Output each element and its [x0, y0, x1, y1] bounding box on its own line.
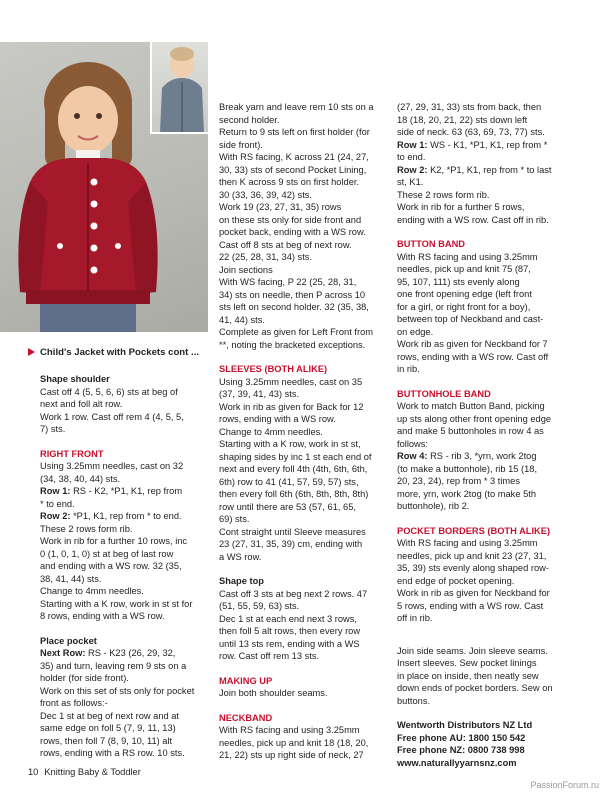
triangle-bullet-icon	[28, 348, 35, 356]
distributor-info	[397, 719, 587, 769]
heading-neckband: NECKBAND	[219, 712, 273, 723]
heading-place-pocket: Place pocket	[40, 635, 97, 646]
shape-shoulder-text: Cast off 4 (5, 5, 6, 6) sts at beg of next and foll alt row. Work 1 row. Cast off rem 4 (4, 5, 5, 7) sts.	[40, 386, 184, 434]
heading-pocket-borders: POCKET BORDERS (BOTH ALIKE)	[397, 525, 551, 536]
heading-making-up: MAKING UP	[219, 675, 273, 686]
phone-au: Free phone AU: 1800 150 542	[397, 732, 526, 743]
right-front-text: Using 3.25mm needles, cast on 32 (34, 38, 40, 44) sts. Row 1: RS - K2, *P1, K1, rep from * to end. Row 2: *P1, K1, rep from * to end. These 2 rows form rib. Work in rib for a further 10 rows, inc 0 (1, 0, 1, 0) st at beg of last row and ending with a WS row. 32 (35, 38, 41, 44) sts. Change to 4mm needles. Starting with a K row, work in st st for 8 rows, ending with a WS row.	[40, 461, 193, 621]
neckband-continued-text: (27, 29, 31, 33) sts from back, then 18 (18, 20, 21, 22) sts down left side of neck. 63 (63, 69, 73, 77) sts. Row 1: WS - K1, *P1, K1, rep from * to end. Row 2: K2, *P1, K1, rep from * to last st, K1. These 2 rows form rib. Work in rib for a further 5 rows, ending with a WS row. Cast off in rib.	[397, 102, 552, 225]
pattern-title-text: Child's Jacket with Pockets cont ...	[40, 347, 200, 358]
cover-photo	[0, 42, 208, 332]
page-footer	[28, 767, 141, 777]
heading-buttonhole-band: BUTTONHOLE BAND	[397, 388, 491, 399]
pocket-borders-text: With RS facing and using 3.25mm needles, pick up and knit 23 (27, 31, 35, 39) sts evenly along shaped row- end edge of pocket opening. Work in rib as given for Neckband for 5 rows, ending with a WS row. Cast off in rib.	[397, 538, 550, 623]
column-2	[219, 101, 394, 762]
neckband-text: With RS facing and using 3.25mm needles, pick up and knit 18 (18, 20, 21, 22) sts up right side of neck, 27	[219, 725, 369, 760]
heading-button-band: BUTTON BAND	[397, 239, 466, 249]
place-pocket-block: Place pocket Next Row: RS - K23 (26, 29, 32, 35) and turn, leaving rem 9 sts on a holder (for side front). Work on this set of sts only for pocket front as follows:- Dec 1 st at beg of next row and at same edge on foll 5 (7, 9, 11, 13) rows, then foll 7 (8, 9, 10, 11) alt rows, ending with a RS row. 10 sts.	[40, 635, 212, 760]
pattern-section-title	[28, 347, 199, 358]
publication-name: Knitting Baby & Toddler	[44, 767, 141, 777]
boy-in-grey-cardigan-image	[152, 42, 208, 132]
distributor-name: Wentworth Distributors NZ Ltd	[397, 720, 533, 730]
making-up-text: Join both shoulder seams.	[219, 688, 328, 698]
column-1	[40, 373, 212, 760]
buttonhole-band-text: Work to match Button Band, picking up sts along other front opening edge and make 5 buttonholes in row 4 as follows: Row 4: RS - rib 3, *yrn, work 2tog (to make a buttonhole), rib 15 (18, 20, 23, 24), rep from * 3 times more, yrn, work 2tog (to make 5th buttonhole), rib 2.	[397, 401, 552, 511]
heading-sleeves: SLEEVES (BOTH ALIKE)	[219, 364, 328, 374]
page-number: 10	[28, 767, 39, 777]
heading-right-front: RIGHT FRONT	[40, 448, 104, 459]
shape-top-text: Cast off 3 sts at beg next 2 rows. 47 (51, 55, 59, 63) sts. Dec 1 st at each end next 3 rows, then foll 5 alt rows, then every row until 13 sts rem, ending with a WS row. Cast off rem 13 sts.	[219, 588, 368, 661]
watermark: PassionForum.ru	[530, 780, 599, 790]
column-3	[397, 101, 587, 781]
button-band-text: With RS facing and using 3.25mm needles, pick up and knit 75 (87, 95, 107, 111) sts evenly along one front opening edge (left front for a girl, or right front for a boy), between top of Neckband and cast- on edge. Work rib as given for Neckband for 7 rows, ending with a WS row. Cast off in rib.	[397, 251, 549, 374]
side-front-text: Break yarn and leave rem 10 sts on a second holder. Return to 9 sts left on first holder (for side front). With RS facing, K across 21 (24, 27, 30, 33) sts of second Pocket Lining, then K across 9 sts on first holder. 30 (33, 36, 39, 42) sts. Work 19 (23, 27, 31, 35) rows on these sts only for side front and pocket back, ending with a WS row. Cast off 8 sts at beg of next row. 22 (25, 28, 31, 34) sts. Join sections With WS facing, P 22 (25, 28, 31, 34) sts on needle, then P across 10 sts left on second holder. 32 (35, 38, 41, 44) sts. Complete as given for Left Front from **, noting the bracketed exceptions.	[219, 102, 374, 350]
inset-photo-boy	[150, 42, 208, 134]
phone-nz: Free phone NZ: 0800 738 998	[397, 745, 525, 755]
finishing-text: Join side seams. Join sleeve seams. Insert sleeves. Sew pocket linings in place on inside, then neatly sew down ends of pocket borders. Sew on buttons.	[397, 645, 553, 706]
website-link[interactable]: www.naturallyyarnsnz.com	[397, 757, 517, 768]
sleeves-text: Using 3.25mm needles, cast on 35 (37, 39, 41, 43) sts. Work in rib as given for Back for 12 rows, ending with a WS row. Change to 4mm needles. Starting with a K row, work in st st, shaping sides by inc 1 st each end of next and every foll 4th (4th, 6th, 6th, 6th) row to 41 (41, 57, 59, 57) sts, then every foll 6th (6th, 8th, 8th, 8th) row until there are 53 (57, 61, 65, 69) sts. Cont straight until Sleeve measures 23 (27, 31, 35, 39) cm, ending with a WS row.	[219, 376, 372, 562]
heading-shape-shoulder: Shape shoulder	[40, 374, 110, 384]
heading-shape-top: Shape top	[219, 576, 264, 586]
